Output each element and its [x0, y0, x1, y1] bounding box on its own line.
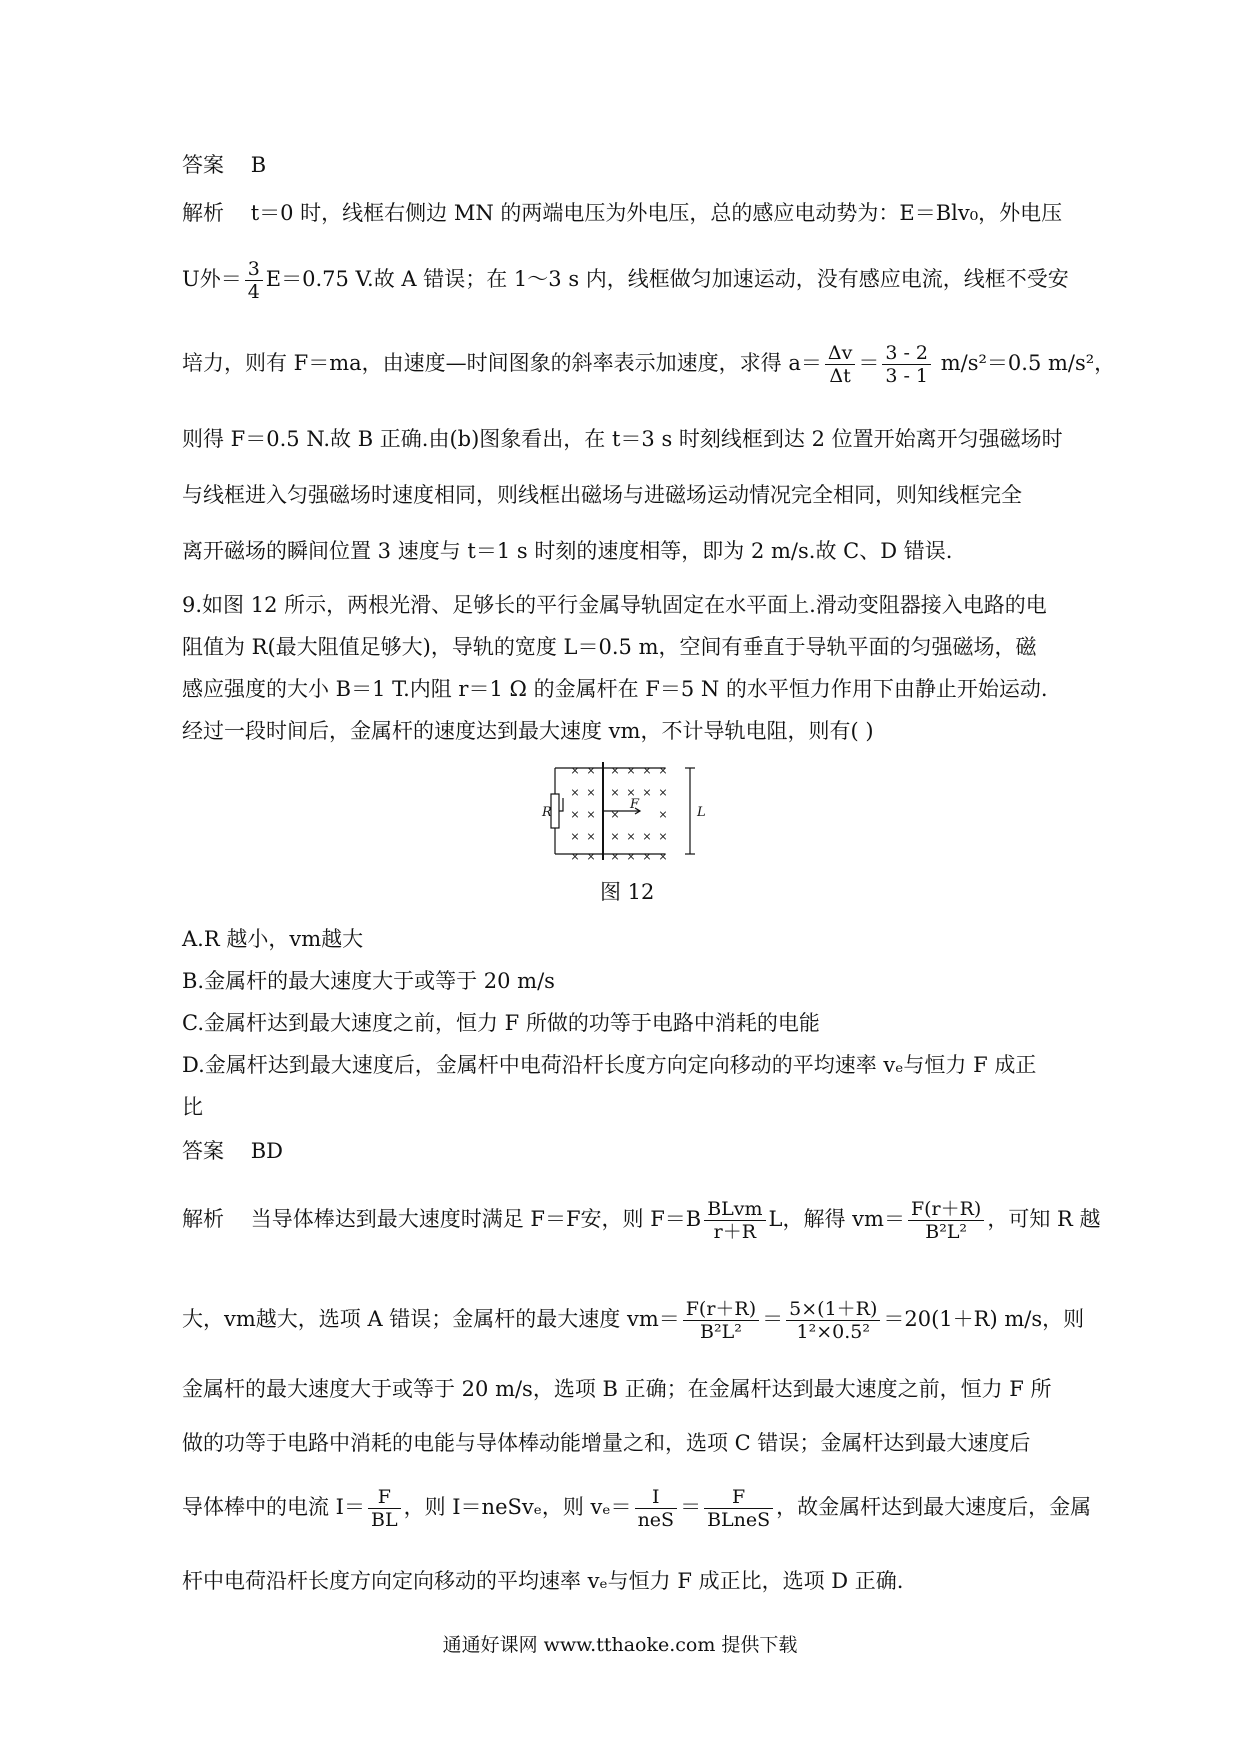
field-cross: × — [658, 830, 668, 843]
field-cross: × — [610, 830, 620, 843]
fraction-numerator: 3 - 2 — [882, 342, 931, 365]
analysis-text: 则得 F＝0.5 N.故 B 正确.由(b)图象看出，在 t＝3 s 时刻线框到达 2 位置开始离开匀强磁场时 — [182, 427, 1063, 451]
fraction — [704, 1486, 773, 1531]
analysis-1-line-6 — [182, 536, 1062, 566]
answer-label: 答案 — [182, 153, 224, 177]
field-cross: × — [658, 764, 668, 777]
option-text: C.金属杆达到最大速度之前，恒力 F 所做的功等于电路中消耗的电能 — [182, 1011, 820, 1035]
field-cross: × — [642, 850, 652, 863]
equals-sign: ＝ — [858, 351, 880, 375]
fraction-denominator: Δt — [829, 365, 851, 387]
analysis-1-line-3 — [182, 342, 1116, 387]
fraction-numerator: 3 — [245, 258, 263, 281]
analysis-text: 金属杆的最大速度大于或等于 20 m/s，选项 B 正确；在金属杆达到最大速度之前，恒力 F 所 — [182, 1377, 1052, 1401]
field-cross: × — [626, 830, 636, 843]
analysis-text: t＝0 时，线框右侧边 MN 的两端电压为外电压，总的感应电动势为：E＝Blv₀，外电压 — [250, 201, 1063, 225]
field-cross: × — [586, 764, 596, 777]
analysis-text: ，故金属杆达到最大速度后，金属 — [776, 1495, 1092, 1519]
fraction — [882, 342, 931, 387]
fraction-denominator: B²L² — [700, 1321, 742, 1343]
field-cross: × — [626, 764, 636, 777]
figure-caption: 图 12 — [600, 880, 655, 904]
equals-sign: ＝ — [680, 1495, 702, 1519]
field-cross: × — [610, 850, 620, 863]
circuit-figure — [542, 760, 715, 863]
width-label: L — [697, 805, 706, 820]
answer-value: BD — [250, 1139, 283, 1163]
option-a — [182, 924, 1062, 954]
fraction-numerator: F(r＋R) — [908, 1198, 984, 1221]
field-cross: × — [586, 808, 596, 821]
field-cross: × — [610, 764, 620, 777]
analysis-text: 杆中电荷沿杆长度方向定向移动的平均速率 vₑ与恒力 F 成正比，选项 D 正确. — [182, 1569, 904, 1593]
fraction-denominator: 4 — [247, 281, 260, 303]
analysis-2-line-6 — [182, 1566, 1062, 1596]
question-9-line-3 — [182, 674, 1062, 704]
question-9-line-1 — [182, 590, 1062, 620]
analysis-2-line-5 — [182, 1486, 1092, 1531]
option-text: 比 — [182, 1095, 203, 1119]
option-text: B.金属杆的最大速度大于或等于 20 m/s — [182, 969, 555, 993]
field-cross: × — [658, 808, 668, 821]
fraction-numerator: 5×(1＋R) — [786, 1298, 880, 1321]
field-cross: × — [570, 850, 580, 863]
analysis-2-line-1 — [182, 1198, 1101, 1243]
resistor — [551, 794, 559, 828]
page-footer: 通通好课网 www.tthaoke.com 提供下载 — [442, 1634, 798, 1656]
fraction-numerator: F(r＋R) — [683, 1298, 759, 1321]
analysis-text: 当导体棒达到最大速度时满足 F＝F安，则 F＝B — [250, 1207, 702, 1231]
fraction-numerator: F — [368, 1486, 401, 1509]
field-cross: × — [626, 850, 636, 863]
analysis-text: 大，vm越大，选项 A 错误；金属杆的最大速度 vm＝ — [182, 1307, 680, 1331]
fraction — [825, 342, 855, 387]
option-text: A.R 越小，vm越大 — [182, 927, 364, 951]
analysis-1-line-1 — [182, 198, 1062, 228]
analysis-2-line-3 — [182, 1374, 1062, 1404]
analysis-text: 导体棒中的电流 I＝ — [182, 1495, 365, 1519]
fraction — [635, 1486, 678, 1531]
fraction — [245, 258, 263, 303]
answer-value: B — [250, 153, 267, 177]
fraction-denominator: B²L² — [925, 1221, 968, 1243]
analysis-2-line-2 — [182, 1298, 1085, 1343]
field-cross: × — [626, 786, 636, 799]
field-cross: × — [586, 786, 596, 799]
equals-sign: ＝ — [762, 1307, 784, 1331]
fraction-denominator: r＋R — [713, 1221, 757, 1243]
field-cross: × — [570, 786, 580, 799]
fraction-denominator: BLneS — [707, 1509, 771, 1531]
answer-2 — [182, 1136, 1062, 1166]
resistor-label: R — [542, 805, 552, 820]
field-cross: × — [570, 830, 580, 843]
analysis-text: ，则 I＝neSvₑ，则 vₑ＝ — [403, 1495, 632, 1519]
field-cross: × — [658, 786, 668, 799]
field-cross: × — [642, 830, 652, 843]
fraction — [704, 1198, 765, 1243]
fraction-denominator: 1²×0.5² — [796, 1321, 870, 1343]
fraction — [683, 1298, 759, 1343]
answer-1 — [182, 150, 1062, 180]
analysis-text: 做的功等于电路中消耗的电能与导体棒动能增量之和，选项 C 错误；金属杆达到最大速度后 — [182, 1431, 1031, 1455]
fraction — [786, 1298, 880, 1343]
field-cross: × — [586, 830, 596, 843]
option-text: D.金属杆达到最大速度后，金属杆中电荷沿杆长度方向定向移动的平均速率 vₑ与恒力 F 成正 — [182, 1053, 1037, 1077]
analysis-1-line-4 — [182, 424, 1062, 454]
analysis-2-line-4 — [182, 1428, 1062, 1458]
question-text: 感应强度的大小 B＝1 T.内阻 r＝1 Ω 的金属杆在 F＝5 N 的水平恒力作用下由静止开始运动. — [182, 677, 1048, 701]
fraction — [368, 1486, 401, 1531]
field-cross: × — [610, 808, 620, 821]
question-9-line-2 — [182, 632, 1062, 662]
fraction-numerator: BLvm — [704, 1198, 765, 1221]
fraction-denominator: 3 - 1 — [885, 365, 929, 387]
analysis-label: 解析 — [182, 201, 224, 225]
question-text: 9.如图 12 所示，两根光滑、足够长的平行金属导轨固定在水平面上.滑动变阻器接入电路的电 — [182, 593, 1047, 617]
option-b — [182, 966, 1062, 996]
option-d-line-2 — [182, 1092, 1062, 1122]
analysis-text: L，解得 vm＝ — [768, 1207, 905, 1231]
fraction-numerator: F — [704, 1486, 773, 1509]
analysis-text: ＝20(1＋R) m/s，则 — [883, 1307, 1085, 1331]
analysis-text: U外＝ — [182, 267, 242, 291]
field-cross: × — [570, 808, 580, 821]
analysis-1-line-5 — [182, 480, 1062, 510]
field-cross: × — [658, 850, 668, 863]
analysis-text: 离开磁场的瞬间位置 3 速度与 t＝1 s 时刻的速度相等，即为 2 m/s.故 C、D 错误. — [182, 539, 953, 563]
analysis-text: 与线框进入匀强磁场时速度相同，则线框出磁场与进磁场运动情况完全相同，则知线框完全 — [182, 483, 1022, 507]
fraction-numerator: I — [635, 1486, 678, 1509]
field-cross: × — [570, 764, 580, 777]
analysis-label: 解析 — [182, 1207, 224, 1231]
question-text: 经过一段时间后，金属杆的速度达到最大速度 vm，不计导轨电阻，则有( ) — [182, 719, 874, 743]
fraction-denominator: neS — [637, 1509, 675, 1531]
analysis-text: ，可知 R 越 — [987, 1207, 1101, 1231]
analysis-text: E＝0.75 V.故 A 错误；在 1～3 s 内，线框做匀加速运动，没有感应电流，线框不受安 — [265, 267, 1069, 291]
option-d-line-1 — [182, 1050, 1062, 1080]
question-text: 阻值为 R(最大阻值足够大)，导轨的宽度 L＝0.5 m，空间有垂直于导轨平面的匀强磁场，磁 — [182, 635, 1037, 659]
fraction-denominator: BL — [370, 1509, 398, 1531]
field-cross: × — [610, 786, 620, 799]
fraction-numerator: Δv — [825, 342, 855, 365]
analysis-text: m/s²＝0.5 m/s²， — [940, 351, 1116, 375]
field-cross: × — [586, 850, 596, 863]
answer-label: 答案 — [182, 1139, 224, 1163]
option-c — [182, 1008, 1062, 1038]
force-label: F — [630, 797, 640, 812]
field-cross: × — [642, 786, 652, 799]
analysis-1-line-2 — [182, 258, 1069, 303]
analysis-text: 培力，则有 F＝ma，由速度—时间图象的斜率表示加速度，求得 a＝ — [182, 351, 822, 375]
question-9-line-4 — [182, 716, 1062, 746]
field-cross: × — [642, 764, 652, 777]
fraction — [908, 1198, 984, 1243]
